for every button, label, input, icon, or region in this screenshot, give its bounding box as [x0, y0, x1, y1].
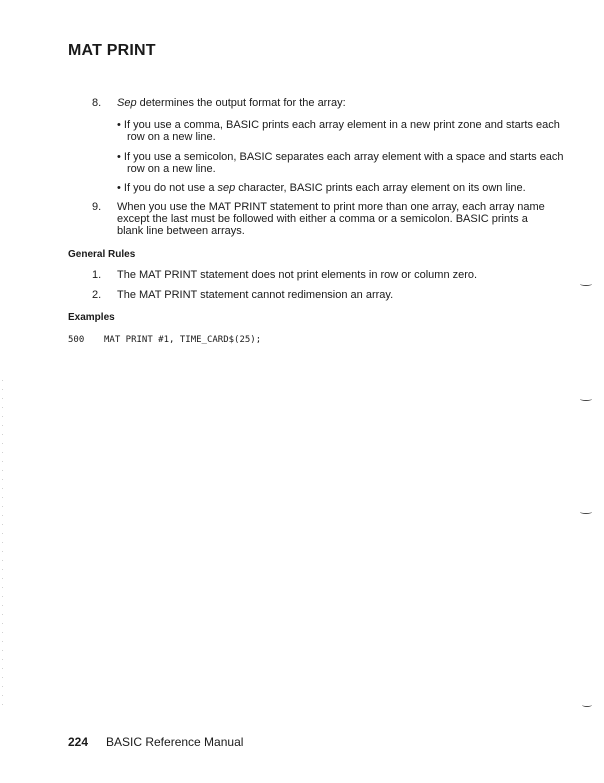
- bullet-item: [117, 119, 567, 143]
- page-title: MAT PRINT: [68, 42, 156, 59]
- code-line-number: 500: [68, 335, 85, 345]
- bullet-text: If you use a semicolon, BASIC separates each array element with a space and starts each row on a new line.: [123, 151, 564, 175]
- rule-1-text: The MAT PRINT statement does not print elements in row or column zero.: [117, 269, 478, 281]
- code-example: [68, 335, 261, 345]
- rule-2-text: The MAT PRINT statement cannot redimension an array.: [117, 289, 394, 301]
- scan-edge-artifact: [2, 380, 3, 710]
- rule-2-number: 2.: [92, 289, 102, 301]
- bullet-term: sep: [217, 182, 236, 194]
- bullet-icon: •: [117, 182, 121, 194]
- binding-mark: [580, 397, 592, 401]
- page-number: 224: [68, 735, 89, 749]
- binding-mark: [582, 703, 592, 707]
- general-rules-heading: General Rules: [68, 249, 136, 260]
- item-8-text: [117, 97, 557, 109]
- item-9-number: 9.: [92, 201, 102, 213]
- bullet-text: If you use a comma, BASIC prints each array element in a new print zone and starts each row on a new line.: [123, 119, 560, 143]
- manual-title: BASIC Reference Manual: [106, 735, 244, 749]
- binding-mark: [580, 282, 592, 286]
- bullet-text-start: If you do not use a: [123, 182, 218, 194]
- code-statement: MAT PRINT #1, TIME_CARD$(25);: [104, 335, 262, 345]
- item-8-term: Sep: [117, 97, 137, 109]
- bullet-icon: •: [117, 119, 121, 131]
- item-9-text: When you use the MAT PRINT statement to print more than one array, each array name except the last must be followed with either a comma or a semicolon. BASIC prints a blank line between arrays.: [117, 201, 545, 237]
- examples-heading: Examples: [68, 312, 115, 323]
- bullet-item: [117, 182, 567, 194]
- item-8-description: determines the output format for the array:: [136, 97, 346, 109]
- bullet-item: [117, 151, 567, 175]
- bullet-text-end: character, BASIC prints each array element on its own line.: [235, 182, 526, 194]
- binding-mark: [580, 510, 592, 514]
- item-8-number: 8.: [92, 97, 102, 109]
- rule-1-number: 1.: [92, 269, 102, 281]
- bullet-icon: •: [117, 151, 121, 163]
